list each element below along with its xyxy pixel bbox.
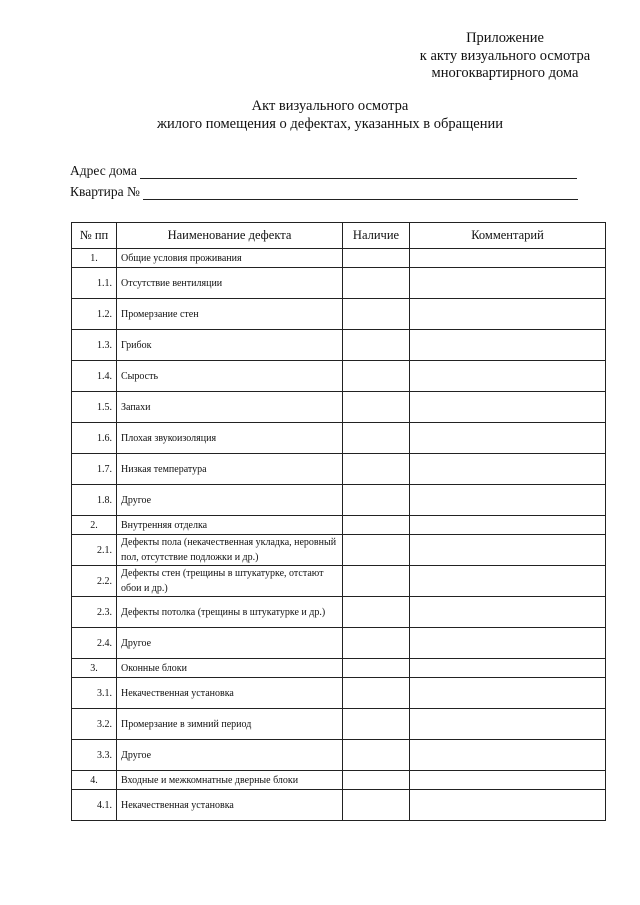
defect-name: Входные и межкомнатные дверные блоки	[117, 771, 343, 790]
table-row	[72, 454, 606, 485]
table-row	[72, 268, 606, 299]
row-number: 2.3.	[72, 597, 117, 628]
row-number: 4.1.	[72, 790, 117, 821]
row-number: 1.5.	[72, 392, 117, 423]
table-row	[72, 361, 606, 392]
table-body	[72, 249, 606, 821]
row-number: 2.4.	[72, 628, 117, 659]
table-section-row	[72, 659, 606, 678]
title-line-2: жилого помещения о дефектах, указанных в обращении	[157, 116, 503, 132]
row-number: 1.6.	[72, 423, 117, 454]
defect-name: Общие условия проживания	[117, 249, 343, 268]
col-header-number: № пп	[72, 223, 117, 249]
defect-name: Дефекты стен (трещины в штукатурке, отстают обои и др.)	[117, 566, 343, 597]
row-number: 1.7.	[72, 454, 117, 485]
row-number: 3.3.	[72, 740, 117, 771]
presence-cell[interactable]	[343, 678, 410, 709]
row-number: 4.	[72, 771, 117, 790]
defect-name: Сырость	[117, 361, 343, 392]
defect-name: Оконные блоки	[117, 659, 343, 678]
defect-name: Промерзание в зимний период	[117, 709, 343, 740]
presence-cell[interactable]	[343, 268, 410, 299]
table-header-row	[72, 223, 606, 249]
defects-table	[71, 222, 606, 821]
row-number: 2.2.	[72, 566, 117, 597]
row-number: 3.2.	[72, 709, 117, 740]
document-title	[100, 97, 560, 133]
comment-cell[interactable]	[410, 516, 606, 535]
table-section-row	[72, 249, 606, 268]
presence-cell[interactable]	[343, 516, 410, 535]
table-row	[72, 330, 606, 361]
comment-cell[interactable]	[410, 268, 606, 299]
table-section-row	[72, 771, 606, 790]
comment-cell[interactable]	[410, 423, 606, 454]
presence-cell[interactable]	[343, 709, 410, 740]
row-number: 2.	[72, 516, 117, 535]
table-row	[72, 299, 606, 330]
comment-cell[interactable]	[410, 330, 606, 361]
defect-name: Внутренняя отделка	[117, 516, 343, 535]
address-line[interactable]	[140, 164, 577, 179]
defect-name: Некачественная установка	[117, 678, 343, 709]
table-row	[72, 535, 606, 566]
appendix-line-2: к акту визуального осмотра	[419, 47, 591, 64]
row-number: 1.3.	[72, 330, 117, 361]
comment-cell[interactable]	[410, 597, 606, 628]
table-row	[72, 678, 606, 709]
defect-name: Другое	[117, 628, 343, 659]
appendix-line-1: Приложение	[466, 30, 544, 46]
comment-cell[interactable]	[410, 566, 606, 597]
apartment-field	[70, 184, 578, 200]
table-row	[72, 566, 606, 597]
comment-cell[interactable]	[410, 709, 606, 740]
row-number: 1.1.	[72, 268, 117, 299]
defect-name: Некачественная установка	[117, 790, 343, 821]
row-number: 1.2.	[72, 299, 117, 330]
defect-name: Плохая звукоизоляция	[117, 423, 343, 454]
table-row	[72, 392, 606, 423]
defect-name: Грибок	[117, 330, 343, 361]
comment-cell[interactable]	[410, 678, 606, 709]
defect-name: Низкая температура	[117, 454, 343, 485]
address-field	[70, 163, 577, 179]
col-header-defect: Наименование дефекта	[117, 223, 343, 249]
apartment-label: Квартира №	[70, 184, 140, 199]
title-line-1: Акт визуального осмотра	[251, 98, 409, 114]
table-row	[72, 597, 606, 628]
presence-cell[interactable]	[343, 628, 410, 659]
comment-cell[interactable]	[410, 628, 606, 659]
col-header-comment: Комментарий	[410, 223, 606, 249]
col-header-presence: Наличие	[343, 223, 410, 249]
comment-cell[interactable]	[410, 771, 606, 790]
defect-name: Отсутствие вентиляции	[117, 268, 343, 299]
comment-cell[interactable]	[410, 535, 606, 566]
comment-cell[interactable]	[410, 485, 606, 516]
row-number: 1.	[72, 249, 117, 268]
row-number: 3.1.	[72, 678, 117, 709]
presence-cell[interactable]	[343, 535, 410, 566]
presence-cell[interactable]	[343, 771, 410, 790]
defect-name: Другое	[117, 740, 343, 771]
presence-cell[interactable]	[343, 330, 410, 361]
comment-cell[interactable]	[410, 740, 606, 771]
row-number: 1.8.	[72, 485, 117, 516]
presence-cell[interactable]	[343, 423, 410, 454]
table-row	[72, 628, 606, 659]
row-number: 2.1.	[72, 535, 117, 566]
comment-cell[interactable]	[410, 392, 606, 423]
apartment-line[interactable]	[143, 185, 578, 200]
presence-cell[interactable]	[343, 790, 410, 821]
table-section-row	[72, 516, 606, 535]
presence-cell[interactable]	[343, 361, 410, 392]
table-row	[72, 423, 606, 454]
comment-cell[interactable]	[410, 361, 606, 392]
presence-cell[interactable]	[343, 249, 410, 268]
comment-cell[interactable]	[410, 249, 606, 268]
presence-cell[interactable]	[343, 740, 410, 771]
address-label: Адрес дома	[70, 163, 137, 178]
presence-cell[interactable]	[343, 597, 410, 628]
comment-cell[interactable]	[410, 659, 606, 678]
presence-cell[interactable]	[343, 392, 410, 423]
defect-name: Дефекты потолка (трещины в штукатурке и др.)	[117, 597, 343, 628]
presence-cell[interactable]	[343, 299, 410, 330]
defect-name: Другое	[117, 485, 343, 516]
comment-cell[interactable]	[410, 790, 606, 821]
defect-name: Промерзание стен	[117, 299, 343, 330]
table-row	[72, 709, 606, 740]
appendix-note	[390, 30, 620, 83]
table-row	[72, 740, 606, 771]
presence-cell[interactable]	[343, 485, 410, 516]
comment-cell[interactable]	[410, 454, 606, 485]
table-row	[72, 790, 606, 821]
table-row	[72, 485, 606, 516]
defect-name: Запахи	[117, 392, 343, 423]
presence-cell[interactable]	[343, 566, 410, 597]
defect-name: Дефекты пола (некачественная укладка, неровный пол, отсутствие подложки и др.)	[117, 535, 343, 566]
row-number: 1.4.	[72, 361, 117, 392]
presence-cell[interactable]	[343, 659, 410, 678]
row-number: 3.	[72, 659, 117, 678]
comment-cell[interactable]	[410, 299, 606, 330]
appendix-line-3: многоквартирного дома	[431, 65, 579, 81]
presence-cell[interactable]	[343, 454, 410, 485]
